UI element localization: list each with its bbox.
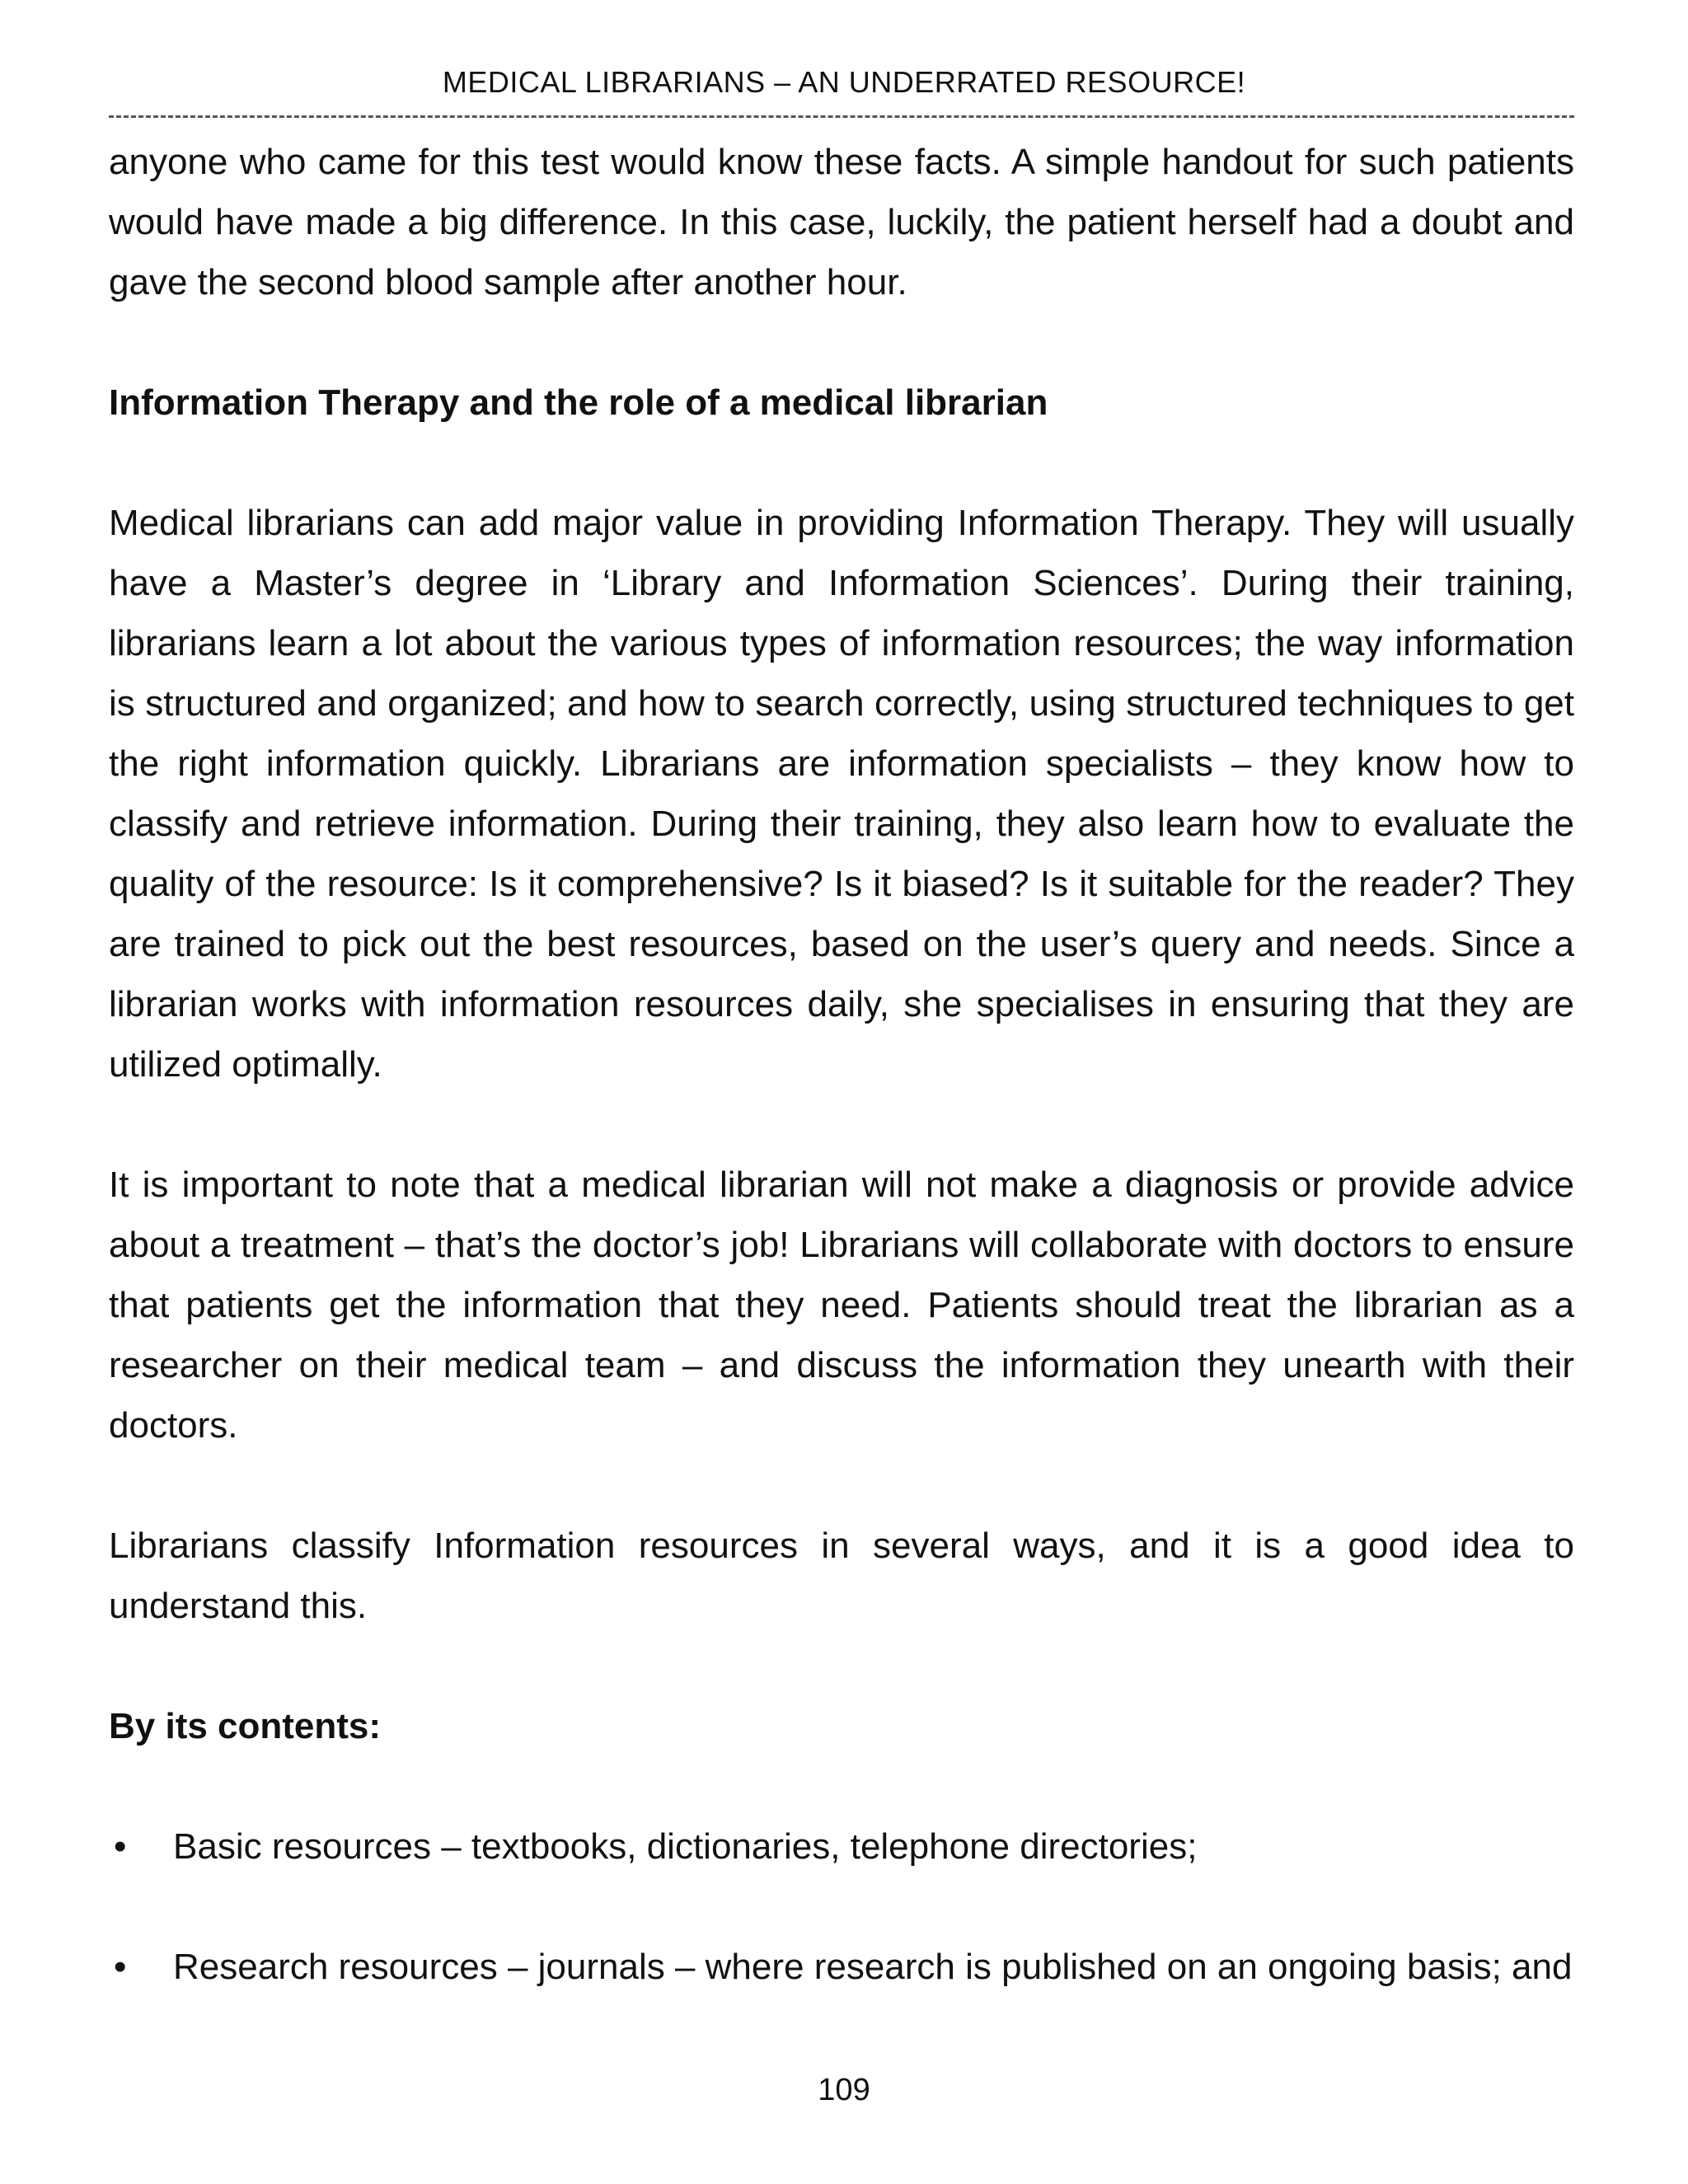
paragraph-librarian-role: Medical librarians can add major value in providing Information Therapy. They will usually have a Master’s degree in ‘Library and Information Sciences’. During their training, librarians learn a lot about the various types of information resources; the way information is structured and organized; and how to search correctly, using structured techniques to get the right information quickly. Librarians are information specialists – they know how to classify and retrieve information. During their training, they also learn how to evaluate the quality of the resource: Is it comprehensive? Is it biased? Is it suitable for the reader? They are trained to pick out the best resources, based on the user’s query and needs. Since a librarian works with information resources daily, she specialises in ensuring that they are utilized optimally. bbox=[109, 503, 1574, 1085]
resource-bullet-list bbox=[109, 1816, 1574, 1997]
bullet-icon: • bbox=[114, 1826, 127, 1867]
spacer bbox=[109, 433, 1574, 493]
bullet-icon: • bbox=[114, 1947, 127, 1987]
page-number: 109 bbox=[818, 2073, 870, 2107]
spacer bbox=[109, 1877, 1574, 1937]
spacer bbox=[109, 1455, 1574, 1516]
paragraph-classification: Librarians classify Information resources in several ways, and it is a good idea to understand this. bbox=[109, 1526, 1574, 1626]
running-head: MEDICAL LIBRARIANS – AN UNDERRATED RESOURCE! bbox=[442, 65, 1246, 99]
page-content bbox=[109, 132, 1574, 1997]
paragraph-intro: anyone who came for this test would know these facts. A simple handout for such patients would have made a big difference. In this case, luckily, the patient herself had a doubt and gave the second blood sample after another hour. bbox=[109, 142, 1574, 302]
section-heading-by-contents: By its contents: bbox=[109, 1706, 382, 1746]
list-item-research-resources bbox=[109, 1937, 1574, 1997]
header-dashed-rule bbox=[109, 115, 1574, 118]
list-item-basic-resources bbox=[109, 1816, 1574, 1877]
list-item-text: Research resources – journals – where research is published on an ongoing basis; and bbox=[173, 1947, 1573, 1987]
list-item-text: Basic resources – textbooks, dictionaries, telephone directories; bbox=[173, 1826, 1198, 1867]
spacer bbox=[109, 1636, 1574, 1696]
spacer bbox=[109, 1094, 1574, 1155]
paragraph-diagnosis-note: It is important to note that a medical librarian will not make a diagnosis or provide advice about a treatment – that’s the doctor’s job! Librarians will collaborate with doctors to ensure that patients get the information that they need. Patients should treat the librarian as a researcher on their medical team – and discuss the information they unearth with their doctors. bbox=[109, 1165, 1574, 1446]
section-heading-information-therapy: Information Therapy and the role of a medical librarian bbox=[109, 382, 1048, 423]
spacer bbox=[109, 1756, 1574, 1816]
spacer bbox=[109, 312, 1574, 373]
